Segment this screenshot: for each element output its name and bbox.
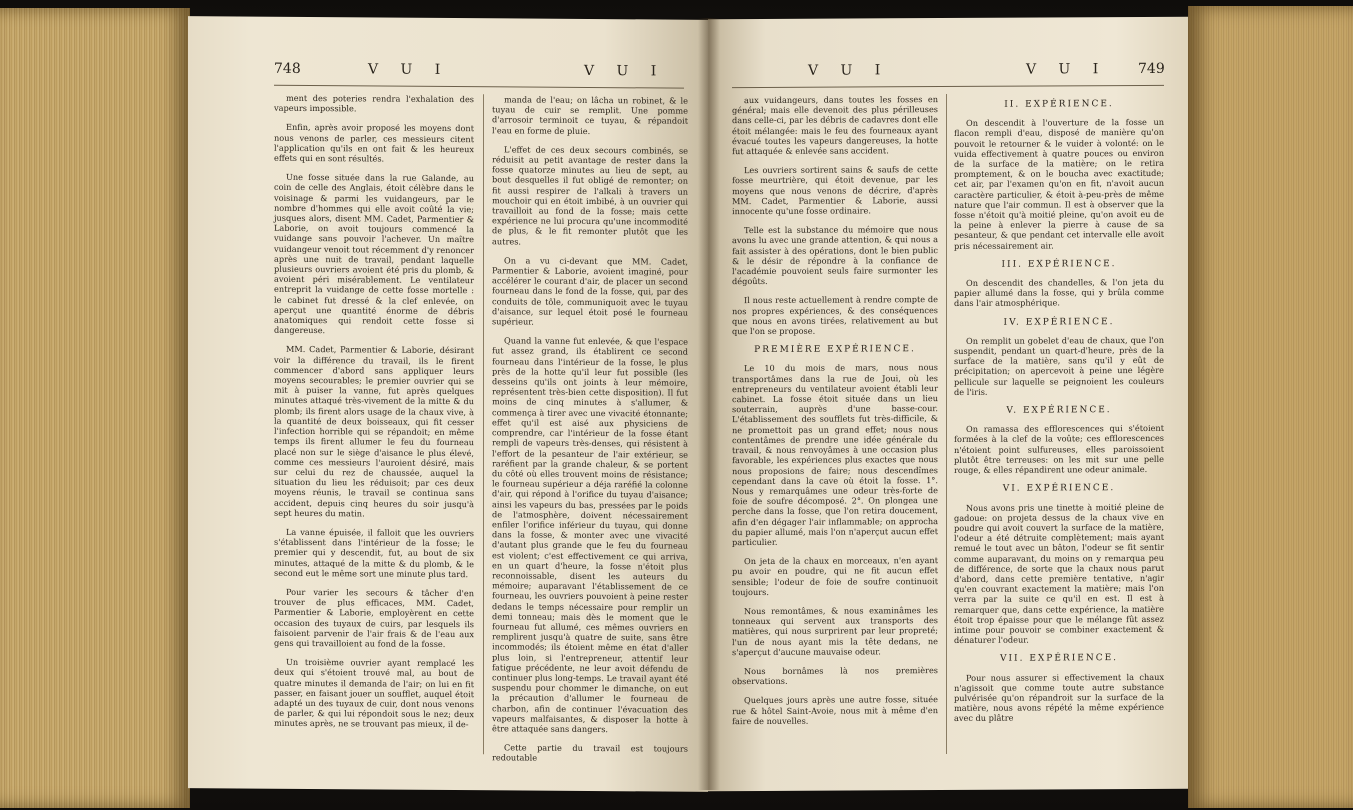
paragraph: MM. Cadet, Parmentier & Laborie, désirant voir la différence du travail, ils le firent commencer d'abord sans appliquer leurs moyens secourables; le premier ouvrier qui se mit à puiser la vanne, fut après quelques minutes attaqué très-vivement de la mitte & du plomb; ils firent alors usage de la chaux vive, à la quantité de deux boisseaux, qui fit cesser l'infection horrible qui se répandoit; en même temps ils firent allumer le feu du fourneau placé non sur le siège d'aisance le plus élevé, comme ces messieurs l'auroient désiré, mais sur celui du rez de chaussée, auquel la situation du lieu les réduisoit; par ces deux moyens réunis, le travail se continua sans accident, depuis cinq heures du soir jusqu'à sept heures du matin. xyxy=(274,344,474,519)
experiment-heading: VI. EXPÉRIENCE. xyxy=(1002,483,1116,495)
paragraph: On descendit des chandelles, & l'on jeta du papier allumé dans la fosse, qui y brûla comme dans l'air atmosphérique. xyxy=(954,276,1164,309)
paragraph: On descendit à l'ouverture de la fosse un flacon rempli d'eau, disposé de manière qu'on pouvoit le retourner & le vuider à volonté: on le vuida effectivement à quatre pouces ou environ de la surface de la matière; on le retira promptement, & on le boucha avec exactitude; cet air, par l'examen qu'on en fit, n'avoit aucun caractère particulier, & étoit à-peu-près de même nature que l'air commun. Il est à observer que la fosse n'étoit qu'à moitié pleine, qu'on avoit eu de la peine à enlever la pierre à cause de sa pesanteur, & que pendant cet intervalle elle avoit pris nécessairement air. xyxy=(954,117,1164,251)
right-running-head-right: V U I xyxy=(1026,61,1108,78)
paragraph: Telle est la substance du mémoire que nous avons lu avec une grande attention, & qui nous a fait assister à des opérations, dont le bien public & le désir de répondre à la confiance de l'académie pouvoient seuls faire surmonter les dégoûts. xyxy=(732,224,938,287)
right-page-number: 749 xyxy=(1138,60,1165,78)
paragraph: La vanne épuisée, il falloit que les ouvriers s'établissent dans l'intérieur de la fosse; le premier qui y descendit, fut, au bout de six minutes, attaqué de la mitte & du plomb, & le second eut le même sort une minute plus tard. xyxy=(274,526,474,579)
left-page-edges xyxy=(0,8,190,808)
section-heading: PREMIÈRE EXPÉRIENCE. xyxy=(754,344,916,356)
right-page-edges xyxy=(1188,6,1353,808)
paragraph: Pour varier les secours & tâcher d'en trouver de plus efficaces, MM. Cadet, Parmentier & Laborie, employèrent en cette occasion des tuyaux de cuirs, par lesquels ils faisoient parvenir de l'air frais & de l'eau aux gens qui travailloient au fond de la fosse. xyxy=(274,586,474,649)
paragraph: Un troisième ouvrier ayant remplacé les deux qui s'étoient trouvé mal, au bout de quatre minutes il demanda de l'air; on lui en fit passer, en faisant jouer un soufflet, auquel étoit adapté un des tuyaux de cuir, dont nous venons de parler, & qui lui répondoit sous le nez; deux minutes après, ne se trouvant pas mieux, il de- xyxy=(274,657,474,730)
left-column-divider xyxy=(483,94,484,754)
right-running-head-left: V U I xyxy=(808,62,890,79)
left-column-2 xyxy=(492,94,688,773)
paragraph: Une fosse située dans la rue Galande, au coin de celle des Anglais, étoit célèbre dans le voisinage & parmi les vuidangeurs, par le nombre d'hommes qui elle avoit coûté la vie; jusques alors, disent MM. Cadet, Parmentier & Laborie, on avoit toujours commencé la vuidange sans pouvoir l'achever. Un maître vuidangeur venoit tout récemment d'y renoncer après une nuit de travail, pendant laquelle plusieurs ouvriers avoient été pris du plomb, & avoient péri misérablement. Le ventilateur entreprit la vuidange de cette fosse mortelle : le cabinet fut dressé & la clef enlevée, on aperçut une quantité énorme de débris anatomiques qui rendoit cette fosse si dangereuse. xyxy=(274,172,474,336)
paragraph: ment des poteries rendra l'exhalation des vapeurs impossible. xyxy=(274,92,474,114)
right-running-header xyxy=(708,61,1188,86)
paragraph: Quelques jours après une autre fosse, située rue & hôtel Saint-Avoie, nous mit à même d'en faire de nouvelles. xyxy=(732,694,938,726)
right-column-2 xyxy=(954,93,1164,733)
paragraph: Les ouvriers sortirent sains & saufs de cette fosse meurtrière, qui étoit devenue, par les moyens que nous venons de décrire, d'après MM. Cadet, Parmentier & Laborie, aussi innocente qu'une fosse ordinaire. xyxy=(732,164,938,217)
experiment-heading: III. EXPÉRIENCE. xyxy=(1001,258,1117,270)
paragraph: L'effet de ces deux secours combinés, se réduisit au petit avantage de rester dans la fosse quatorze minutes au lieu de sept, au bout desquelles il fut obligé de remonter; on fit aussi respirer de l'alkali à travers un mouchoir qui en étoit imbibé, à un ouvrier qui travailloit au fond de la fosse; mais cette expérience ne lui procura qu'une incommodité de plus, & le fit remonter plutôt que les autres. xyxy=(492,144,688,247)
left-running-header xyxy=(188,60,708,86)
paragraph: Enfin, après avoir proposé les moyens dont nous venons de parler, ces messieurs citent l'application qu'ils en ont fait & les heureux effets qui en sont résultés. xyxy=(274,122,474,164)
paragraph: On jeta de la chaux en morceaux, n'en ayant pu avoir en poudre, qui ne fit aucun effet sensible; l'odeur de foie de soufre continuoit toujours. xyxy=(732,555,938,597)
paragraph: Le 10 du mois de mars, nous nous transportâmes dans la rue de Joui, où les entrepreneurs du ventilateur avoient établi leur cabinet. La fosse étoit située dans un lieu souterrain, auprès d'une basse-cour. L'établissement des soufflets fut très-difficile, & ne promettoit pas un grand effet; nous nous contentâmes de prendre une idée générale du travail, & nous renvoyâmes à une occasion plus favorable, les expériences plus exactes que nous nous proposions de faire; nous descendîmes cependant dans la cave où étoit la fosse. 1°. Nous y remarquâmes une odeur très-forte de foie de soufre décomposé. 2°. On plongea une perche dans la fosse, que l'on retira doucement, afin d'en dégager l'air inflammable; on approcha du papier allumé, mais l'on n'aperçut aucun effet particulier. xyxy=(732,362,938,548)
paragraph: On remplit un gobelet d'eau de chaux, que l'on suspendit, pendant un quart-d'heure, près de la surface de la matière, sans qu'il y eût de précipitation; on apercevoit à peine une légère pellicule sur laquelle se peignoient les couleurs de l'iris. xyxy=(954,334,1164,397)
left-column-1 xyxy=(274,93,474,739)
experiment-heading: VII. EXPÉRIENCE. xyxy=(999,653,1119,665)
left-running-head-2: V U I xyxy=(584,62,666,80)
paragraph: manda de l'eau; on lâcha un robinet, & le tuyau de cuir se remplit. Une pomme d'arrosoir terminoit ce tuyau, & répandoit l'eau en forme de pluie. xyxy=(492,94,688,136)
experiment-heading: II. EXPÉRIENCE. xyxy=(1004,99,1114,110)
paragraph: Nous remontâmes, & nous examinâmes les tonneaux qui servent aux transports des matières, qui nous surprirent par leur propreté; l'un de nous ayant mis la tête dedans, ne s'aperçut d'aucune mauvaise odeur. xyxy=(732,604,938,657)
paragraph: Nous bornâmes là nos premières observations. xyxy=(732,665,938,687)
right-column-divider xyxy=(946,94,947,754)
left-header-rule xyxy=(274,85,684,89)
left-page-number: 748 xyxy=(274,60,301,77)
left-page xyxy=(188,16,708,792)
paragraph: Nous avons pris une tinette à moitié pleine de gadoue: on projeta dessus de la chaux vive en poudre qui avoit couvert la surface de la matière, l'odeur a été détruite complètement; mais ayant remué le tout avec un bâton, l'odeur se fit sentir comme auparavant, du moins on y remarqua peu de différence, de sorte que la chaux nous parut d'abord, dans cette première tentative, n'agir qu'en couvrant exactement la matière; mais l'on verra par la suite ce qu'il en est. Il est à remarquer que, dans cette expérience, la matière étoit trop épaisse pour que le mélange fût assez intime pour pouvoir se combiner exactement & dénaturer l'odeur. xyxy=(954,501,1164,646)
paragraph: Cette partie du travail est toujours redoutable xyxy=(492,742,688,764)
right-column-1 xyxy=(732,94,938,735)
right-page xyxy=(708,17,1188,792)
right-header-rule xyxy=(732,85,1164,88)
paragraph: Il nous reste actuellement à rendre compte de nos propres expériences, & des conséquences que nous en avons tirées, relativement au but que l'on se propose. xyxy=(732,294,938,337)
paragraph: Quand la vanne fut enlevée, & que l'espace fut assez grand, ils établirent ce second fourneau dans l'intérieur de la fosse, le plus près de la hotte qu'il leur fut possible (les desseins qu'ils ont joints à leur mémoire, représentent très-bien cette disposition). Il fut moins de cinq minutes à s'allumer, & commença à tirer avec une vivacité étonnante; effet qu'il est aisé aux physiciens de comprendre, car l'intérieur de la fosse étant rempli de vapeurs très-denses, qui résistent à l'effort de la pesanteur de l'air extérieur, se raréfient par la grande chaleur, & se portent du côté où elles trouvent moins de résistance; le fourneau supérieur a déja raréfié la colonne d'air, qui répond à l'orifice du tuyau d'aisance; ainsi les vapeurs du bas, pressées par le poids de l'atmosphère, doivent nécessairement enfiler l'orifice inférieur du tuyau, qui donne dans la fosse, & monter avec une vivacité d'autant plus grande que le feu du fourneau est violent; c'est effectivement ce qui arriva, en un quart d'heure, la fosse n'étoit plus reconnoissable, disent les auteurs du mémoire; auparavant l'établissement de ce fourneau, les ouvriers pouvoient à peine rester dedans le temps nécessaire pour remplir un demi tonneau; mais dès le moment que le fourneau fut allumé, ces mêmes ouvriers en remplirent jusqu'à quatre de suite, sans être incommodés; ils étoient même en état d'aller plus loin, si l'entrepreneur, attentif leur fatigue précédente, ne leur avoit défendu de continuer plus long-temps. Le travail ayant été suspendu pour chommer le dimanche, on eut la précaution d'allumer le fourneau de charbon, afin de continuer l'évacuation des vapeurs malfaisantes, & disposer la hotte à être attaquée sans dangers. xyxy=(492,335,688,735)
paragraph: Pour nous assurer si effectivement la chaux n'agissoit que comme toute autre substance pulvérisée qu'on répandroit sur la surface de la matière, nous avons répété la même expérience avec du plâtre xyxy=(954,671,1164,724)
paragraph: aux vuidangeurs, dans toutes les fosses en général; mais elle devenoit des plus périlleuses dans celle-ci, par les débris de cadavres dont elle étoit mélangée: mais le feu des fourneaux ayant évacué toutes les vapeurs dangereuses, la hotte fut attaquée & enlevée sans accident. xyxy=(732,94,938,157)
paragraph: On a vu ci-devant que MM. Cadet, Parmentier & Laborie, avoient imaginé, pour accélérer le courant d'air, de placer un second fourneau dans le fond de la fosse, qui, par des conduits de tôle, communiquoit avec le tuyau d'aisance, sur lequel étoit posé le fourneau supérieur. xyxy=(492,255,688,327)
left-running-head: V U I xyxy=(368,61,450,79)
book-gutter xyxy=(698,18,720,790)
experiment-heading: IV. EXPÉRIENCE. xyxy=(1003,316,1115,328)
experiment-heading: V. EXPÉRIENCE. xyxy=(1006,405,1112,416)
paragraph: On ramassa des efflorescences qui s'étoient formées à la clef de la voûte; ces efflorescences n'étoient point sulfureuses, elles paroissoient plutôt être terreuses: on les mit sur une pelle rouge, & elles répandirent une odeur animale. xyxy=(954,423,1164,476)
